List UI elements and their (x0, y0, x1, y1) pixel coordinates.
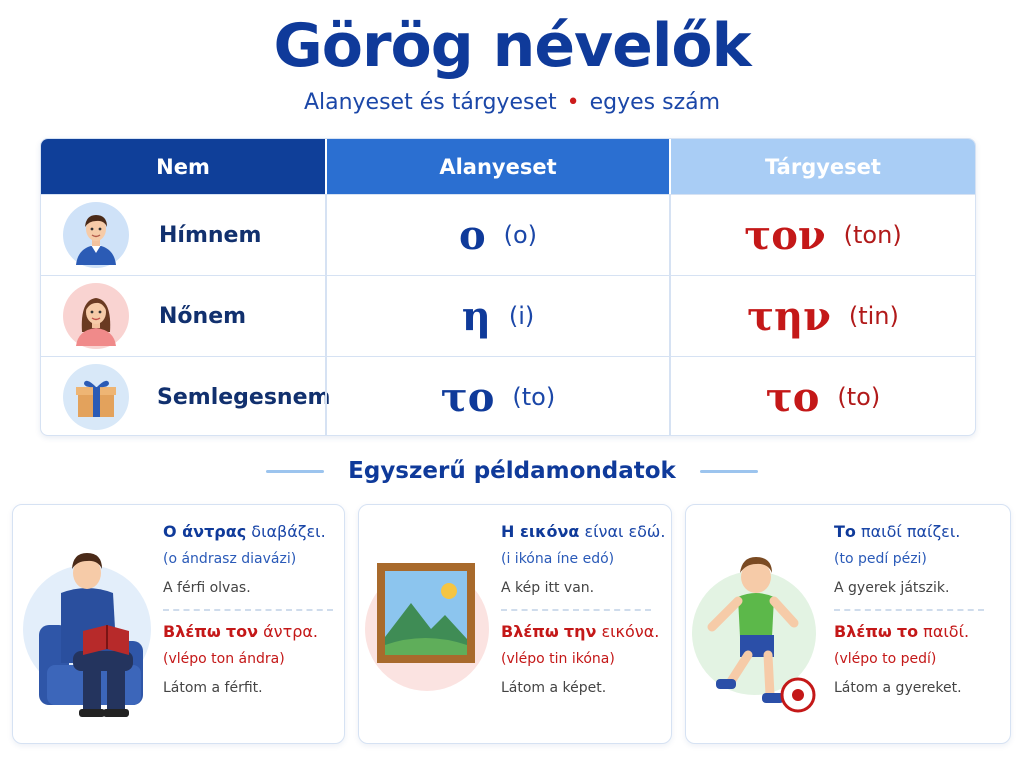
table-row (41, 275, 975, 356)
transliteration-2: (vlépo to pedí) (834, 651, 937, 667)
greek-sentence-1 (501, 519, 665, 545)
subtitle-left: Alanyeset és tárgyeset (303, 90, 557, 115)
gender-label: Hímnem (159, 222, 262, 248)
page-subtitle (0, 90, 1024, 115)
gender-label: Semlegesnem (157, 384, 331, 410)
greek-sentence-2 (501, 619, 665, 645)
example-text (163, 519, 333, 703)
accusative-article: τον (744, 211, 826, 259)
accusative-transliteration: (ton) (843, 221, 902, 249)
hungarian-translation-2: Látom a gyereket. (834, 680, 962, 696)
accusative-article: το (765, 373, 820, 421)
accusative-transliteration: (tin) (848, 302, 899, 330)
woman-avatar-icon (63, 283, 129, 349)
greek-article: το (896, 622, 919, 641)
section-title: Egyszerű példamondatok (348, 458, 676, 484)
hungarian-translation-2: Látom a férfit. (163, 680, 263, 696)
dashed-divider (163, 609, 333, 611)
nominative-transliteration: (i) (508, 302, 535, 330)
transliteration-1: (to pedí pézi) (834, 551, 927, 567)
header-accusative: Tárgyeset (671, 139, 975, 194)
greek-sentence-2 (834, 619, 984, 645)
gender-label: Nőnem (159, 303, 247, 329)
table-row (41, 356, 975, 436)
greek-rest: διαβάζει. (246, 522, 326, 541)
example-card (685, 504, 1011, 744)
table-row (41, 194, 975, 275)
greek-sentence-1 (163, 519, 333, 545)
man-reading-icon (21, 533, 159, 723)
page-title: Görög névelők (273, 11, 751, 81)
example-text (501, 519, 665, 703)
greek-article: τον (225, 622, 258, 641)
header-gender: Nem (41, 139, 325, 194)
greek-article: Ο άντρας (163, 522, 247, 541)
transliteration-1: (i ikóna íne edó) (501, 551, 615, 567)
dashed-divider (501, 609, 651, 611)
hungarian-translation-2: Látom a képet. (501, 680, 607, 696)
man-avatar-icon (63, 202, 129, 268)
nominative-transliteration: (o) (503, 221, 538, 249)
transliteration-1: (o ándrasz diavázi) (163, 551, 297, 567)
example-card (12, 504, 345, 744)
greek-article: την (563, 622, 597, 641)
header-nominative: Alanyeset (327, 139, 669, 194)
subtitle-right: egyes szám (589, 90, 721, 115)
subtitle-bullet: • (566, 90, 580, 115)
accusative-article: την (747, 292, 831, 340)
greek-rest: παιδί. (918, 622, 970, 641)
greek-article: Η εικόνα (501, 522, 580, 541)
hungarian-translation-1: A gyerek játszik. (834, 580, 950, 596)
hungarian-translation-1: A férfi olvas. (163, 580, 251, 596)
framed-picture-icon (365, 533, 493, 723)
greek-rest: άντρα. (258, 622, 318, 641)
gift-box-icon (63, 364, 129, 430)
greek-sentence-1 (834, 519, 984, 545)
greek-sentence-2 (163, 619, 333, 645)
greek-rest: εικόνα. (596, 622, 660, 641)
greek-verb: Βλέπω (163, 622, 221, 641)
divider-right (700, 470, 758, 473)
greek-rest: παιδί παίζει. (855, 522, 961, 541)
greek-verb: Βλέπω (501, 622, 559, 641)
example-card (358, 504, 672, 744)
nominative-article: το (440, 373, 495, 421)
child-soccer-icon (690, 533, 826, 723)
greek-rest: είναι εδώ. (579, 522, 666, 541)
example-text (834, 519, 984, 703)
transliteration-2: (vlépo ton ándra) (163, 651, 285, 667)
nominative-transliteration: (to) (512, 383, 556, 411)
hungarian-translation-1: A kép itt van. (501, 580, 595, 596)
accusative-transliteration: (to) (837, 383, 881, 411)
dashed-divider (834, 609, 984, 611)
nominative-article: η (461, 292, 491, 340)
examples-heading (0, 458, 1024, 484)
divider-left (266, 470, 324, 473)
nominative-article: ο (458, 211, 486, 259)
transliteration-2: (vlépo tin ikóna) (501, 651, 615, 667)
article-table (40, 138, 976, 436)
table-header (41, 139, 975, 194)
greek-article: Το (834, 522, 856, 541)
greek-verb: Βλέπω (834, 622, 892, 641)
